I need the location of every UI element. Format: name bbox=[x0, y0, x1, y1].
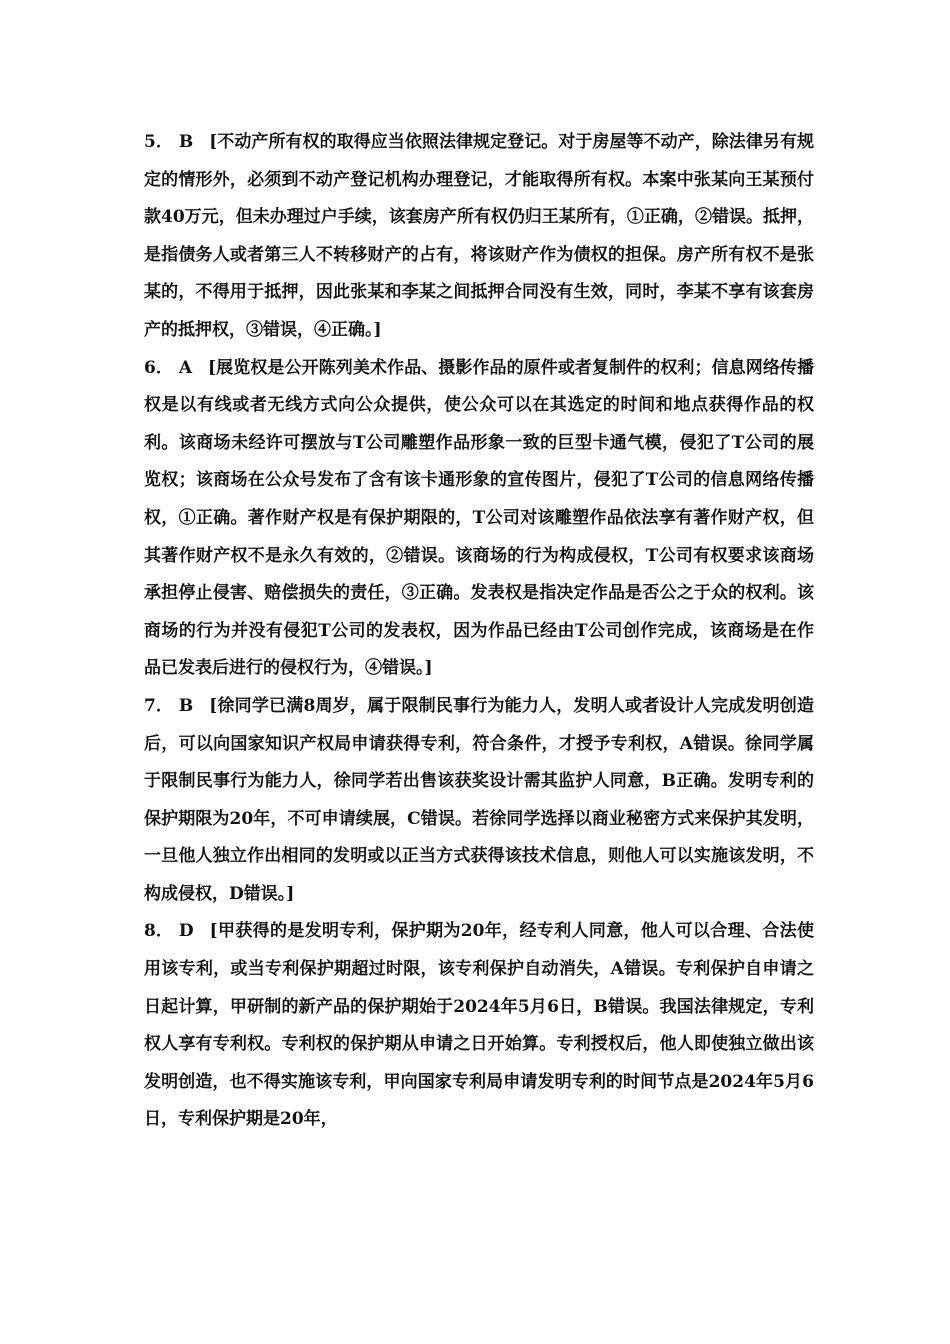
answer-letter: D bbox=[178, 921, 194, 942]
answer-item-8 bbox=[144, 913, 814, 1139]
explanation-text: [甲获得的是发明专利，保护期为20年，经专利人同意，他人可以合理、合法使用该专利，或当专利保护期超过时限，该专利保护自动消失，A错误。专利保护自申请之日起计算，甲研制的新产品的保护期始于2024年5月6日，B错误。我国法律规定，专利权人享有专利权。专利权的保护期从申请之日开始算。专利授权后，他人即使独立做出该发明创造，也不得实施该专利，甲向国家专利局申请发明专利的时间节点是2024年5月6日，专利保护期是20年， bbox=[144, 921, 814, 1130]
answer-letter: B bbox=[178, 695, 194, 716]
answer-item-7 bbox=[144, 688, 814, 914]
question-number: 8． bbox=[144, 921, 173, 942]
explanation-text: [展览权是公开陈列美术作品、摄影作品的原件或者复制件的权利；信息网络传播权是以有线或者无线方式向公众提供，使公众可以在其选定的时间和地点获得作品的权利。该商场未经许可摆放与T公司雕塑作品形象一致的巨型卡通气模，侵犯了T公司的展览权；该商场在公众号发布了含有该卡通形象的宣传图片，侵犯了T公司的信息网络传播权，①正确。著作财产权是有保护期限的，T公司对该雕塑作品依法享有著作财产权，但其著作财产权不是永久有效的，②错误。该商场的行为构成侵权，T公司有权要求该商场承担停止侵害、赔偿损失的责任，③正确。发表权是指决定作品是否公之于众的权利。该商场的行为并没有侵犯T公司的发表权，因为作品已经由T公司创作完成，该商场是在作品已发表后进行的侵权行为，④错误。] bbox=[144, 357, 814, 679]
answer-explanations bbox=[144, 124, 814, 1139]
answer-letter: B bbox=[178, 132, 194, 152]
explanation-text: [不动产所有权的取得应当依照法律规定登记。对于房屋等不动产，除法律另有规定的情形外，必须到不动产登记机构办理登记，才能取得所有权。本案中张某向王某预付款40万元，但未办理过户手续，该套房产所有权仍归王某所有，①正确，②错误。抵押，是指债务人或者第三人不转移财产的占有，将该财产作为债权的担保。房产所有权不是张某的，不得用于抵押，因此张某和李某之间抵押合同没有生效，同时，李某不享有该套房产的抵押权，③错误，④正确。] bbox=[144, 132, 814, 340]
question-number: 5． bbox=[144, 132, 173, 152]
question-number: 7． bbox=[144, 695, 173, 716]
answer-item-6 bbox=[144, 350, 814, 688]
answer-item-5 bbox=[144, 124, 814, 350]
answer-letter: A bbox=[178, 357, 193, 378]
question-number: 6． bbox=[144, 357, 173, 378]
explanation-text: [徐同学已满8周岁，属于限制民事行为能力人，发明人或者设计人完成发明创造后，可以向国家知识产权局申请获得专利，符合条件，才授予专利权，A错误。徐同学属于限制民事行为能力人，徐同学若出售该获奖设计需其监护人同意，B正确。发明专利的保护期限为20年，不可申请续展，C错误。若徐同学选择以商业秘密方式来保护其发明，一旦他人独立作出相同的发明或以正当方式获得该技术信息，则他人可以实施该发明，不构成侵权，D错误。] bbox=[144, 695, 814, 904]
